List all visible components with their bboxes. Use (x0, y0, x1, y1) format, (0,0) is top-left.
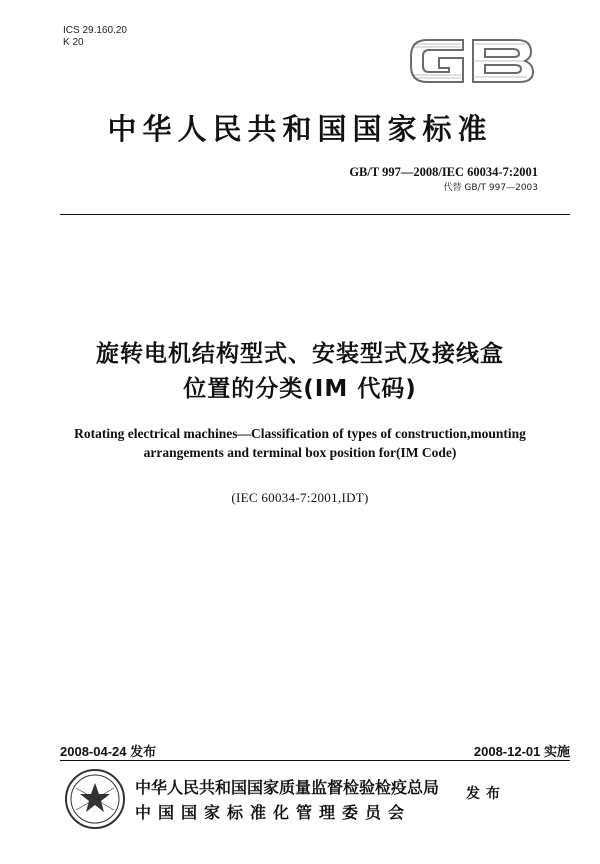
title-cn-line2: 位置的分类(IM 代码) (183, 376, 417, 402)
iec-reference: (IEC 60034-7:2001,IDT) (231, 490, 369, 505)
bottom-divider (60, 760, 570, 761)
official-seal-icon (64, 768, 126, 830)
issued-date: 2008-04-24 发布 (60, 744, 157, 759)
publish-label: 发布 (466, 786, 506, 802)
title-en-line1: Rotating electrical machines—Classification of types of construction,mounting (74, 426, 526, 441)
issuer-line2: 中国国家标准化管理委员会 (135, 803, 412, 822)
gb-logo (405, 30, 537, 88)
issuer-line1: 中华人民共和国国家质量监督检验检疫总局 (135, 778, 440, 797)
classification-code: K 20 (63, 37, 84, 48)
ics-code: ICS 29.160.20 (63, 25, 127, 36)
title-en-line2: arrangements and terminal box position for(IM Code) (143, 445, 457, 460)
replaces-note: 代替 GB/T 997—2003 (443, 183, 538, 193)
ics-code-block (63, 25, 127, 49)
standard-number: GB/T 997—2008/IEC 60034-7:2001 (349, 165, 538, 179)
title-cn-line1: 旋转电机结构型式、安装型式及接线盒 (96, 341, 504, 367)
standard-org-title: 中华人民共和国国家标准 (107, 112, 493, 146)
effective-date: 2008-12-01 实施 (473, 744, 570, 759)
top-divider (60, 214, 570, 215)
